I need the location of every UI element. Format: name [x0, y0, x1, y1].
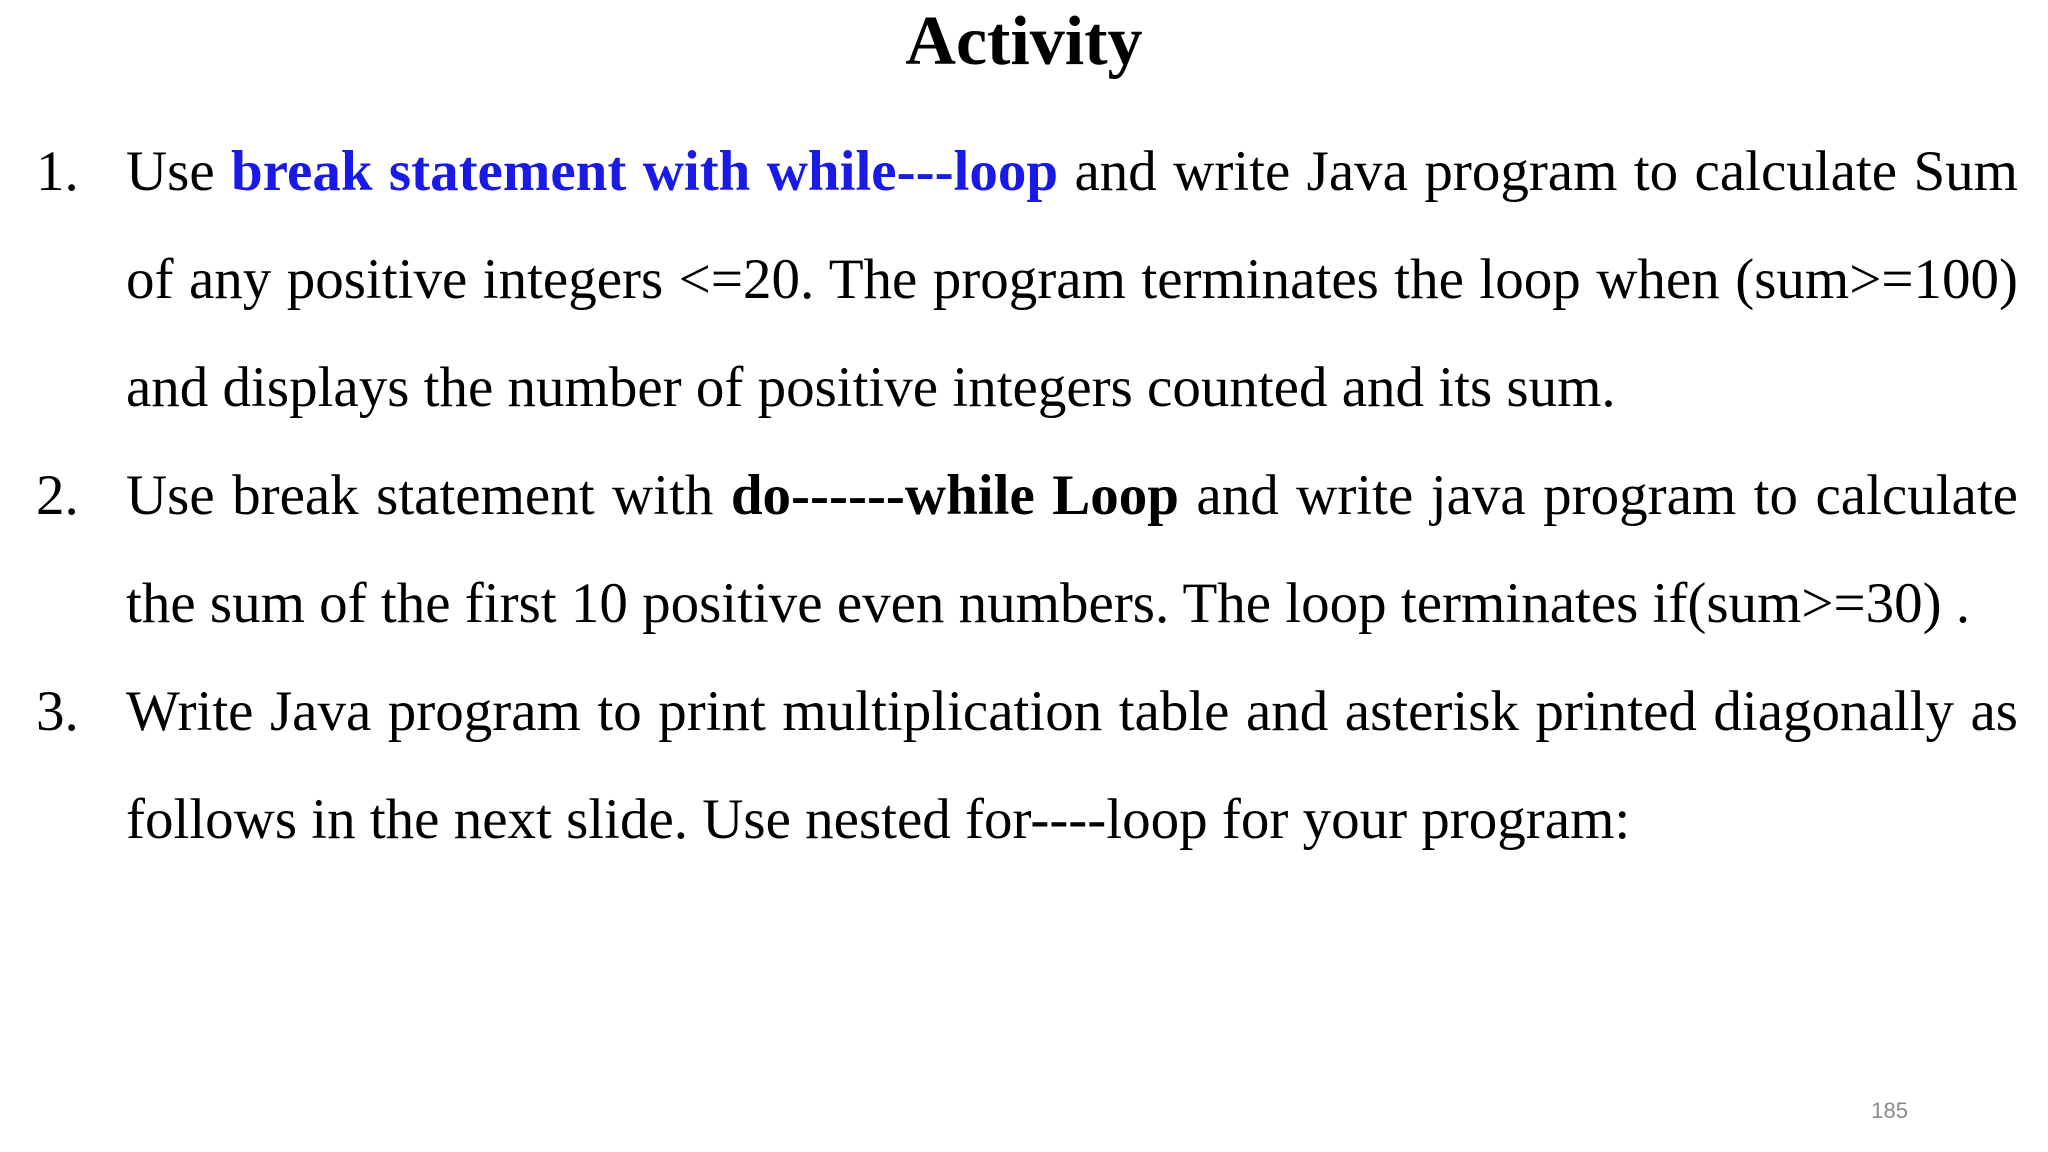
activity-item-1	[36, 118, 2018, 442]
item-number: 3.	[36, 680, 79, 743]
item-number: 2.	[36, 464, 79, 527]
item-emphasis-do-while-loop: do------while Loop	[730, 464, 1179, 527]
activity-item-2	[36, 442, 2018, 658]
item-text-lead: Use break statement with	[126, 464, 731, 527]
item-emphasis-while-loop: break statement with while---loop	[231, 140, 1059, 203]
item-text-rest: and write Java program to calculate Sum of any positive integers <=20. The program terminates the loop when (sum>=100) and displays the number of positive integers counted and its sum.	[126, 140, 2018, 419]
item-text: Write Java program to print multiplication table and asterisk printed diagonally as follows in the next slide. Use nested for----loop for your program:	[126, 680, 2018, 851]
slide-title: Activity	[905, 3, 1143, 80]
activity-list	[36, 118, 2018, 874]
activity-item-3	[36, 658, 2018, 874]
page-number: 185	[1871, 1098, 1908, 1123]
item-number: 1.	[36, 140, 79, 203]
item-text-lead: Use	[126, 140, 232, 203]
item-text-rest: and write java program to calculate the sum of the first 10 positive even numbers. The loop terminates if(sum>=30) .	[126, 464, 2018, 635]
